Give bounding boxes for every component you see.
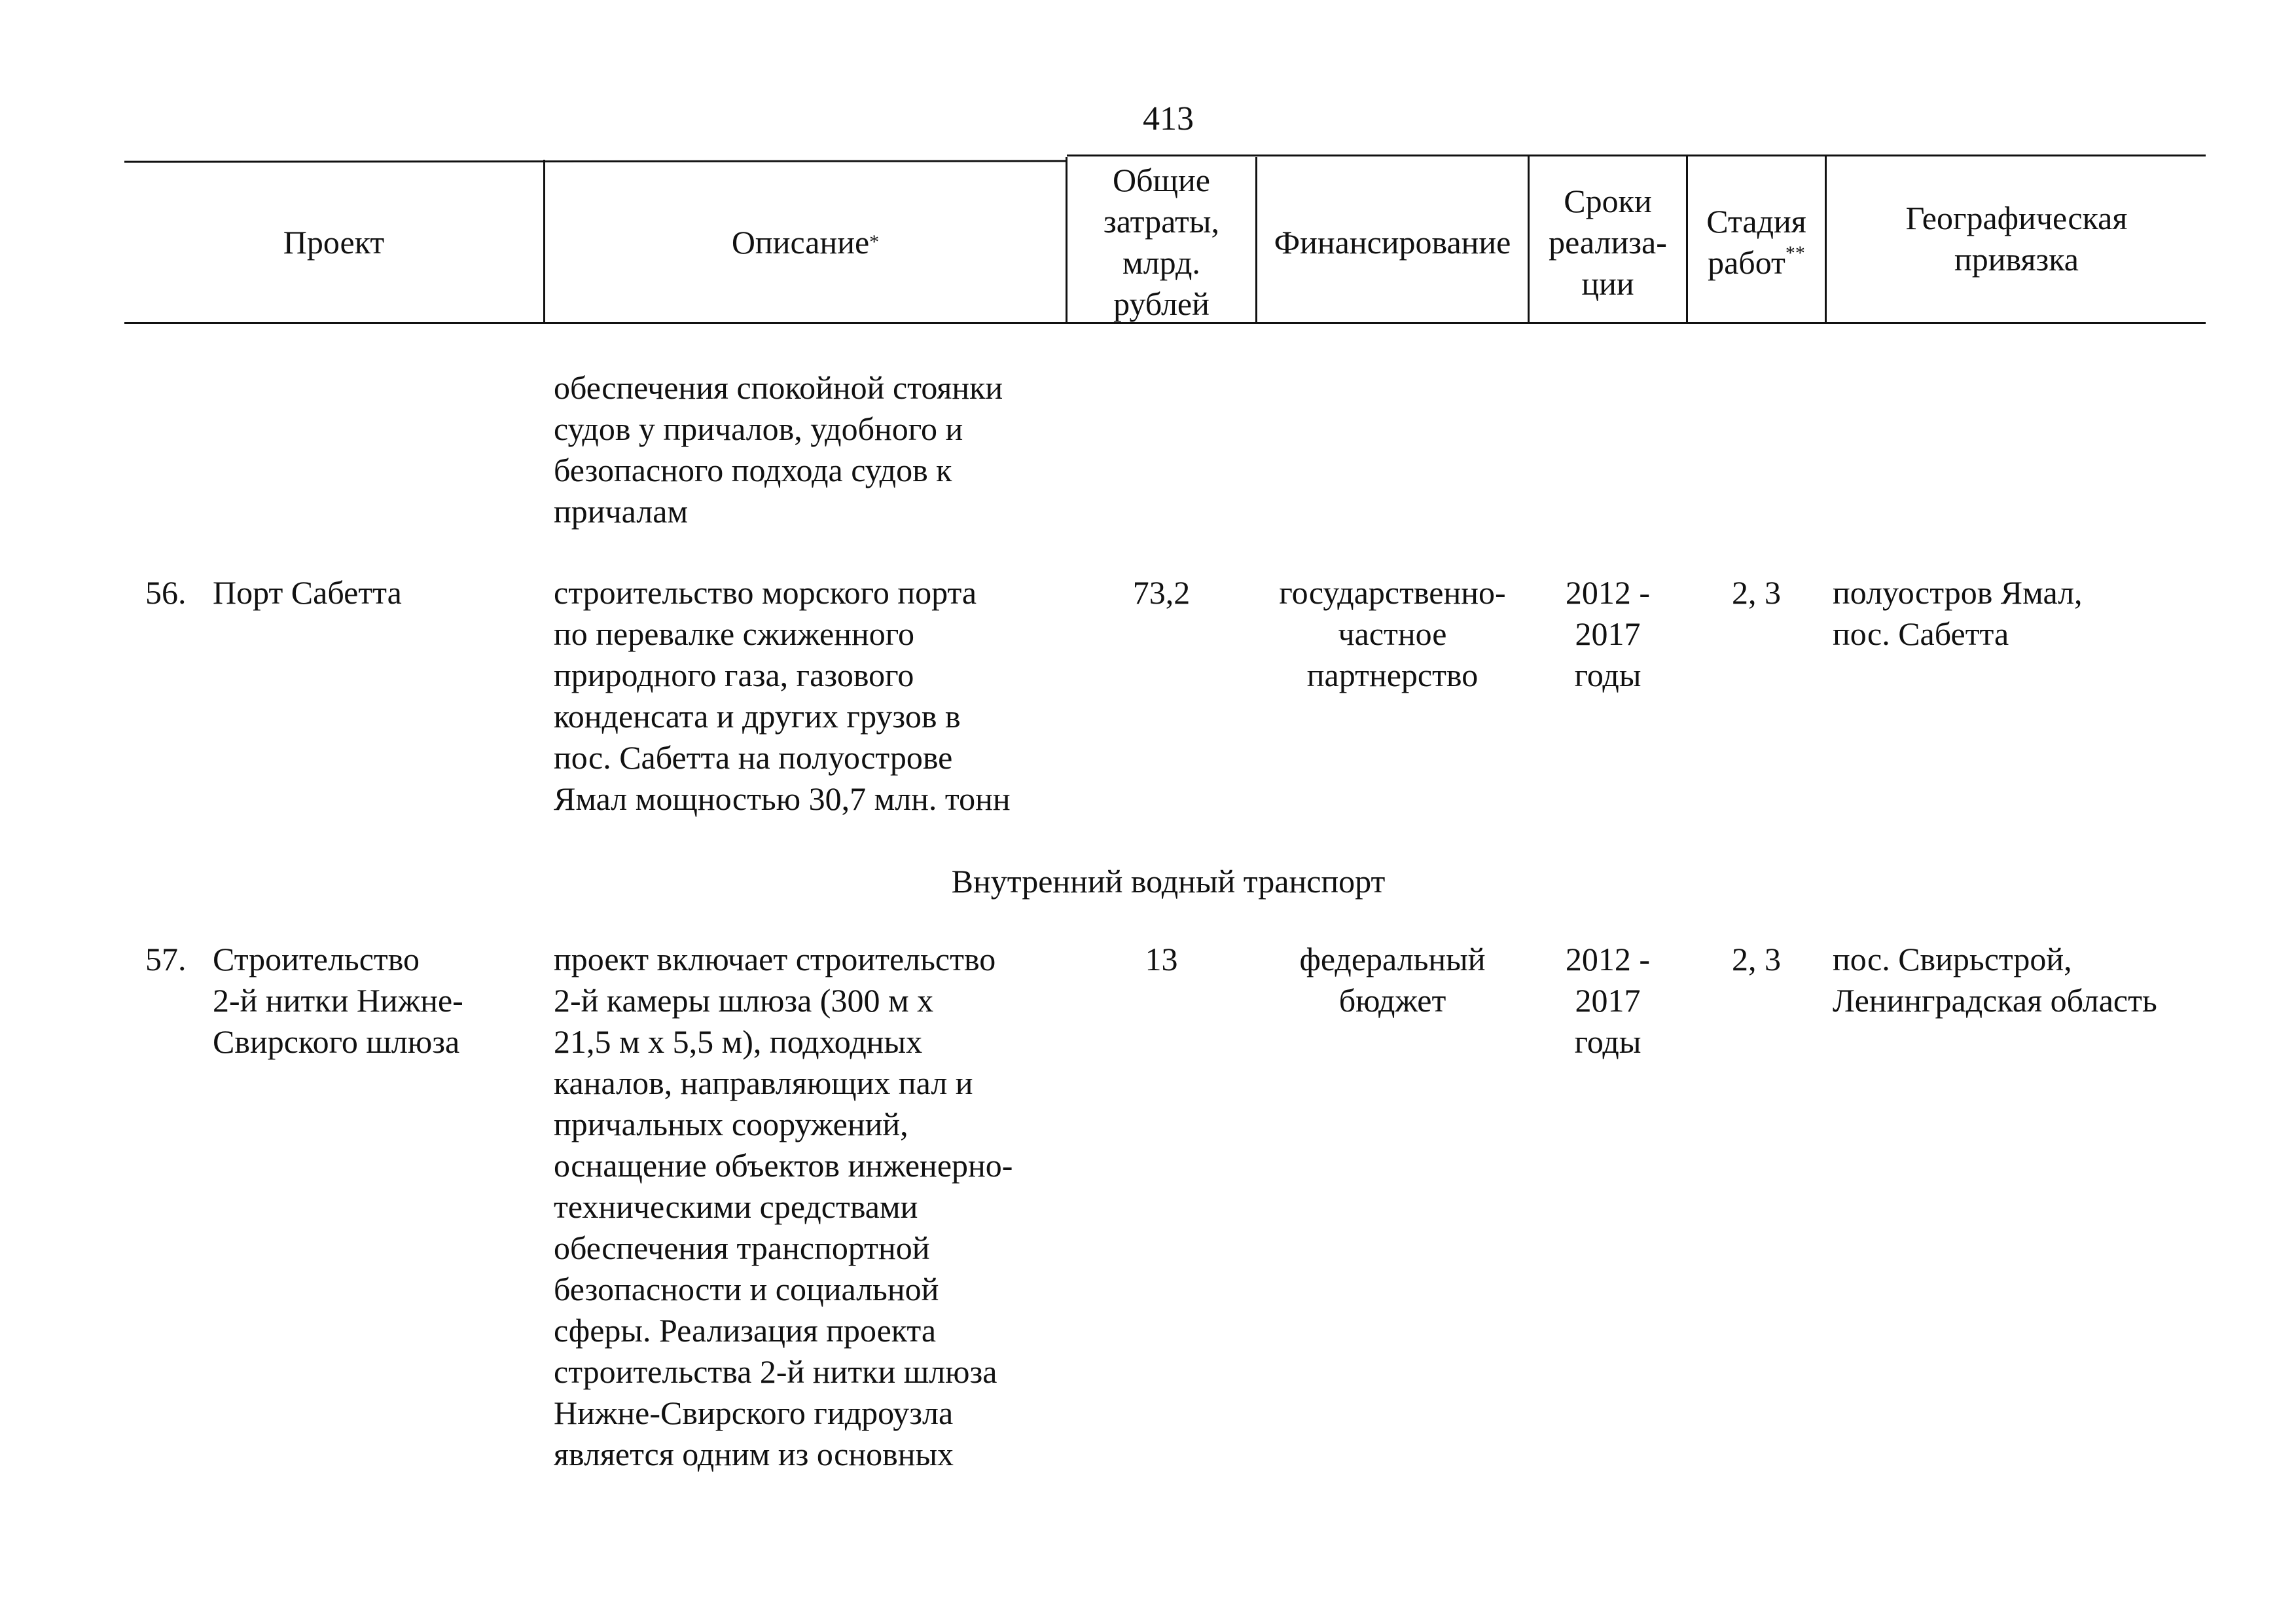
header-period <box>1530 164 1686 321</box>
row-57-stage: 2, 3 <box>1732 941 1781 977</box>
row-56-number: 56. <box>145 574 187 611</box>
row-56-stage: 2, 3 <box>1732 574 1781 611</box>
page-number: 413 <box>1143 100 1194 137</box>
header-period-label: Сроки реализа- ции <box>1549 182 1667 302</box>
header-project-label: Проект <box>283 223 385 261</box>
header-top-rule-right <box>1067 155 2206 156</box>
section-title: Внутренний водный транспорт <box>951 863 1386 900</box>
header-description-label: Описание <box>731 223 870 261</box>
row-56-period: 2012 - 2017 годы <box>1565 574 1651 693</box>
row-57-cost: 13 <box>1145 941 1178 977</box>
header-stage-label: Стадия работ <box>1706 203 1806 281</box>
row-56-cost: 73,2 <box>1132 574 1191 611</box>
row-57-geo: пос. Свирьстрой, Ленинградская область <box>1833 941 2157 1019</box>
header-cost <box>1067 164 1255 321</box>
row-57-description: проект включает строительство 2-й камеры шлюза (300 м х 21,5 м х 5,5 м), подходных каналов, направляющих пал и причальных сооружений, оснащение объектов инженерно- техническими средствами обеспечения транспортной безопасности и социальной сферы. Реализация проекта строительства 2-й нитки шлюза Нижне-Свирского гидроузла является одним из основных <box>554 941 1013 1472</box>
row-57-project: Строительство 2-й нитки Нижне- Свирского шлюза <box>213 941 463 1060</box>
row-56-financing: государственно- частное партнерство <box>1279 574 1506 693</box>
row-56-geo: полуостров Ямал, пос. Сабетта <box>1833 574 2083 652</box>
row-57-period: 2012 - 2017 годы <box>1565 941 1651 1060</box>
header-top-rule <box>124 160 1067 162</box>
header-description: Описание * <box>545 164 1066 321</box>
header-geo-label: Географическая привязка <box>1905 200 2128 278</box>
header-financing-label: Финансирование <box>1274 223 1511 261</box>
header-project <box>124 164 543 321</box>
continuation-description: обеспечения спокойной стоянки судов у причалов, удобного и безопасного подхода судов к причалам <box>554 369 1003 530</box>
header-cost-label: Общие затраты, млрд. рублей <box>1103 162 1219 322</box>
header-stage-footnote-mark: ** <box>1785 242 1805 264</box>
header-stage <box>1688 164 1825 321</box>
header-geo <box>1827 164 2206 321</box>
row-56-description: строительство морского порта по перевалке сжиженного природного газа, газового конденсата и других грузов в пос. Сабетта на полуострове Ямал мощностью 30,7 млн. тонн <box>554 574 1011 817</box>
row-57-number: 57. <box>145 941 187 977</box>
header-financing <box>1257 164 1528 321</box>
row-56-project: Порт Сабетта <box>213 574 402 611</box>
row-57-financing: федеральный бюджет <box>1299 941 1486 1019</box>
